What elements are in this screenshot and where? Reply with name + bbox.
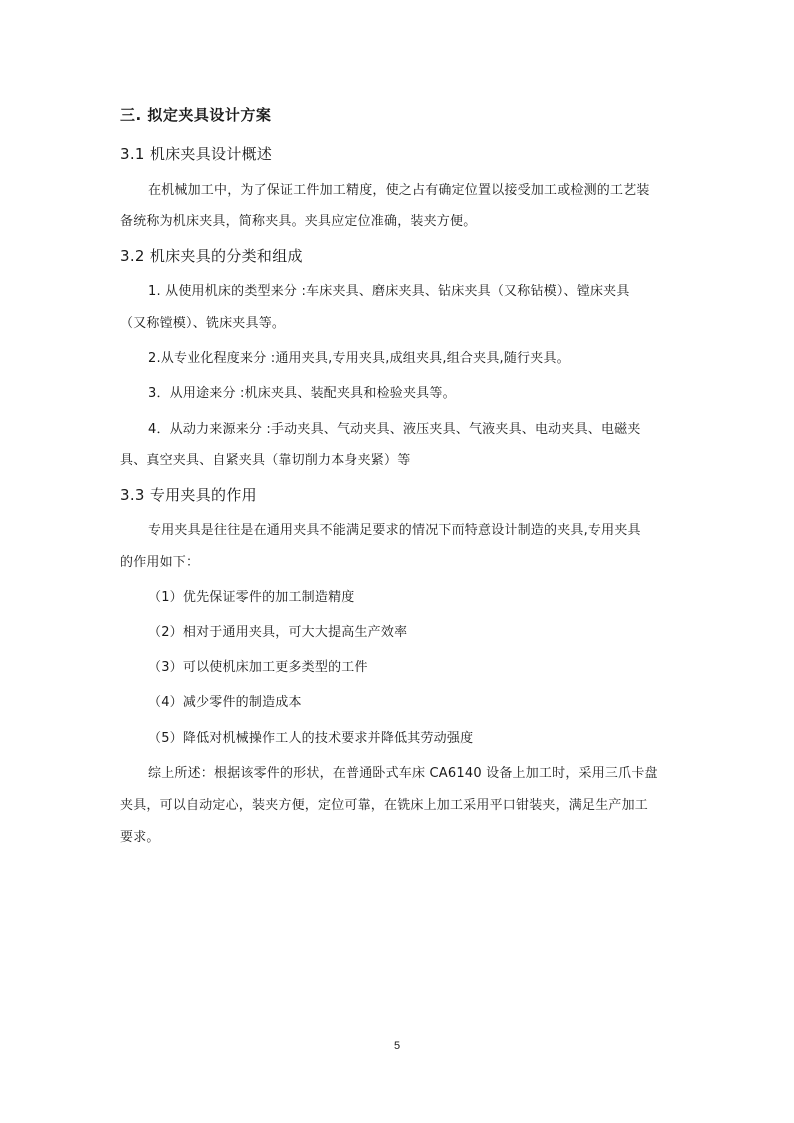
para-3-3-line-2: 的作用如下： [120,555,200,570]
list-item: （4）减少零件的制造成本 [148,695,302,710]
item-3-2-2: 2.从专业化程度来分 :通用夹具,专用夹具,成组夹具,组合夹具,随行夹具。 [148,351,570,366]
heading-3-3: 3.3 专用夹具的作用 [120,486,257,504]
list-item: （1）优先保证零件的加工制造精度 [148,590,355,605]
heading-3-2: 3.2 机床夹具的分类和组成 [120,247,303,265]
section-title: 三. 拟定夹具设计方案 [120,106,272,124]
heading-3-1: 3.1 机床夹具设计概述 [120,145,273,163]
summary-line-2: 夹具，可以自动定心，装夹方便，定位可靠，在铣床上加工采用平口钳装夹，满足生产加工 [120,798,649,813]
para-3-1-line-2: 备统称为机床夹具，简称夹具。夹具应定位准确，装夹方便。 [120,214,477,229]
item-3-2-1-line-2: （又称镗模）、铣床夹具等。 [120,316,286,331]
item-3-2-4-line-2: 具、真空夹具、自紧夹具（靠切削力本身夹紧）等 [120,453,411,468]
item-3-2-1-line-1: 1. 从使用机床的类型来分 :车床夹具、磨床夹具、钻床夹具（又称钻模）、镗床夹具 [148,284,630,299]
list-item: （3）可以使机床加工更多类型的工件 [148,660,368,675]
page-number: 5 [393,1040,401,1052]
list-item: （5）降低对机械操作工人的技术要求并降低其劳动强度 [148,731,474,746]
item-3-2-4-line-1: 4．从动力来源来分 :手动夹具、气动夹具、液压夹具、气液夹具、电动夹具、电磁夹 [148,422,641,437]
list-item: （2）相对于通用夹具，可大大提高生产效率 [148,625,408,640]
summary-line-3: 要求。 [120,830,160,845]
para-3-3-line-1: 专用夹具是往往是在通用夹具不能满足要求的情况下而特意设计制造的夹具,专用夹具 [148,523,641,538]
item-3-2-3: 3．从用途来分 :机床夹具、装配夹具和检验夹具等。 [148,386,456,401]
para-3-1-line-1: 在机械加工中，为了保证工件加工精度，使之占有确定位置以接受加工或检测的工艺装 [148,183,650,198]
summary-line-1: 综上所述：根据该零件的形状，在普通卧式车床 CA6140 设备上加工时，采用三爪卡盘 [148,766,658,781]
